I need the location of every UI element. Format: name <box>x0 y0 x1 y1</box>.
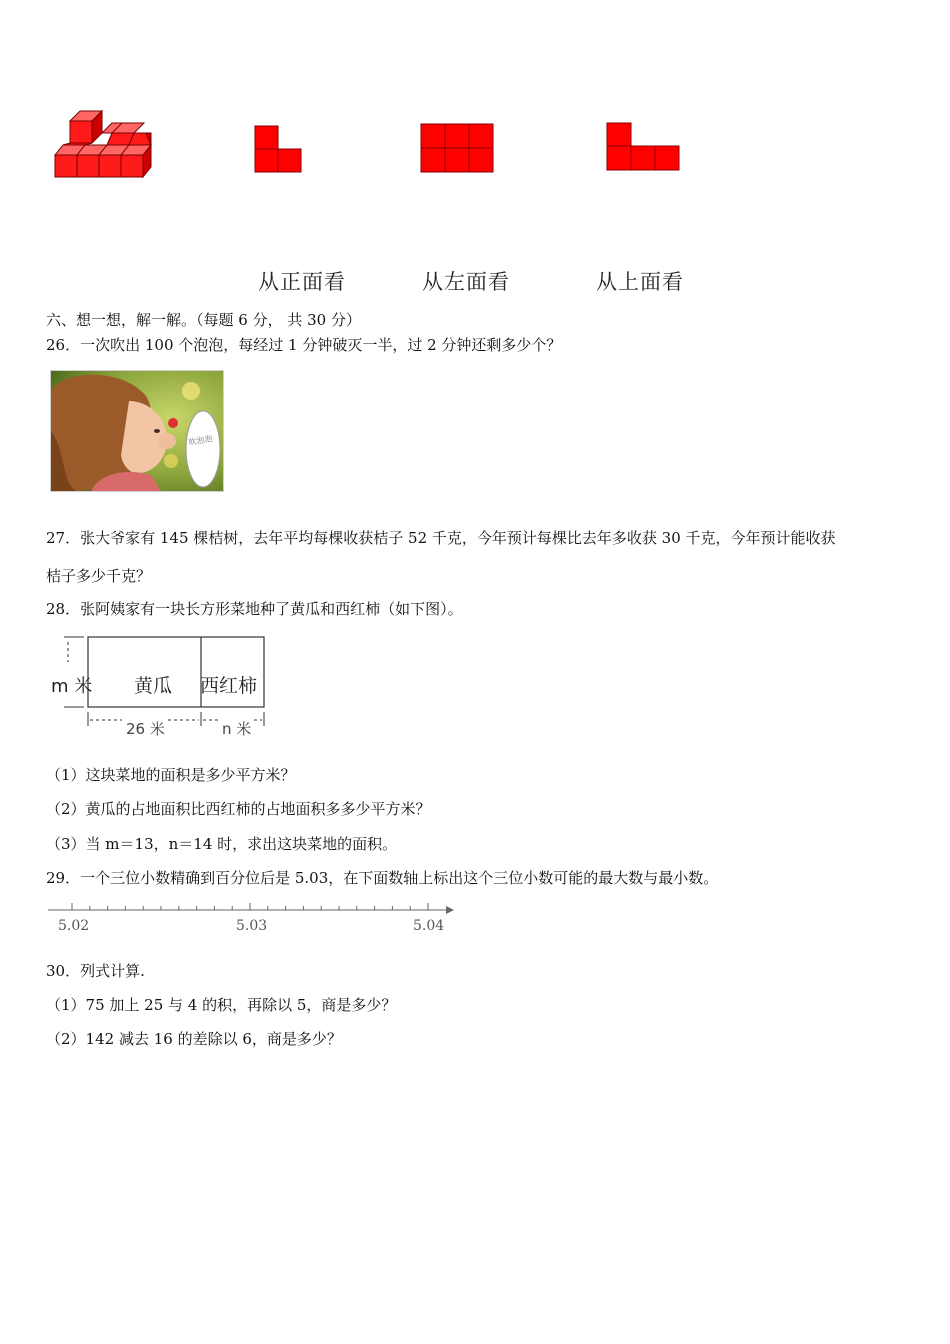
left-view-label: 从左面看 <box>422 270 510 294</box>
number-line-arrow <box>446 906 454 914</box>
question-26: 26．一次吹出 100 个泡泡，每经过 1 分钟破灭一半，过 2 分钟还剩多少个？ <box>46 336 562 354</box>
cucumber-label: 黄瓜 <box>134 675 173 697</box>
garden-figure <box>46 630 276 742</box>
bubble-photo <box>50 370 224 492</box>
question-30: 30．列式计算. <box>46 962 145 980</box>
axis-label-5.03: 5.03 <box>236 918 268 934</box>
cube-solid <box>50 105 160 185</box>
question-29: 29．一个三位小数精确到百分位后是 5.03，在下面数轴上标出这个三位小数可能的最大数与最小数。 <box>46 869 719 887</box>
question-30-sub2: （2）142 减去 16 的差除以 6，商是多少？ <box>46 1030 342 1048</box>
tomato-label: 西红柿 <box>200 675 258 697</box>
bubble-caption: 吹泡泡 <box>187 434 214 448</box>
left-view-shape <box>420 123 494 175</box>
width1-label: 26 米 <box>126 720 165 738</box>
question-27-line2: 桔子多少千克？ <box>46 567 152 585</box>
top-view-shape <box>606 122 680 172</box>
question-28-sub1: （1）这块菜地的面积是多少平方米？ <box>46 766 296 784</box>
question-30-sub1: （1）75 加上 25 与 4 的积，再除以 5，商是多少？ <box>46 996 397 1014</box>
cube-face <box>55 155 77 177</box>
height-label: m 米 <box>51 676 93 697</box>
axis-label-5.04: 5.04 <box>413 918 445 934</box>
question-27-line1: 27．张大爷家有 145 棵桔树，去年平均每棵收获桔子 52 千克，今年预计每棵比去年多收获 30 千克，今年预计能收获 <box>46 529 836 547</box>
cube-face <box>63 143 92 145</box>
top-view-label: 从上面看 <box>596 270 684 294</box>
girl-blowing-bubbles-image <box>51 371 223 491</box>
question-28-sub2: （2）黄瓜的占地面积比西红柿的占地面积多多少平方米？ <box>46 800 431 818</box>
front-view-label: 从正面看 <box>258 270 346 294</box>
question-28: 28．张阿姨家有一块长方形菜地种了黄瓜和西红柿（如下图）。 <box>46 600 463 618</box>
axis-label-5.02: 5.02 <box>58 918 90 934</box>
width2-label: n 米 <box>222 720 252 738</box>
question-28-sub3: （3）当 m＝13，n＝14 时，求出这块菜地的面积。 <box>46 835 398 853</box>
number-line[interactable] <box>46 898 458 938</box>
cube-face <box>99 155 121 177</box>
cube-face <box>70 121 92 143</box>
cube-face <box>77 155 99 177</box>
front-view-shape <box>254 125 304 175</box>
cube-face <box>121 155 143 177</box>
section-heading: 六、想一想，解一解。（每题 6 分， 共 30 分） <box>46 311 361 329</box>
